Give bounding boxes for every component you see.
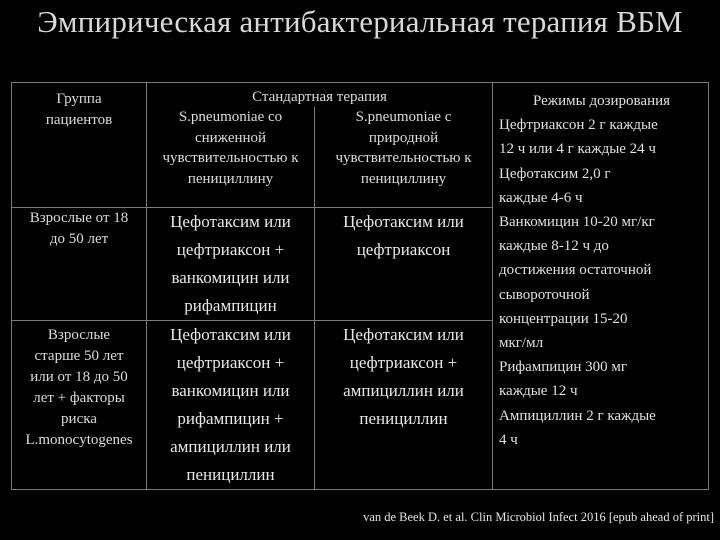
group-line: лет + факторы <box>33 389 125 406</box>
dosing-line: Ванкомицин 10-20 мг/кг <box>499 214 655 231</box>
standard-therapy-header <box>147 83 493 108</box>
natural-header-line: S.pneumoniae с <box>355 109 452 125</box>
therapy-line: цефтриаксон <box>356 239 451 259</box>
dosing-line: Рифампицин 300 мг <box>499 359 628 376</box>
group-header-line: Группа <box>56 91 102 107</box>
therapy-line: Цефотаксим или <box>343 211 464 231</box>
dosing-line: сывороточной <box>499 286 590 303</box>
dosing-line: каждые 4-6 ч <box>499 189 583 206</box>
dosing-line: каждые 8-12 ч до <box>499 238 609 255</box>
dosing-line: мкг/мл <box>499 335 544 352</box>
group-line: L.monocytogenes <box>25 431 133 448</box>
dosing-line: 12 ч или 4 г каждые 24 ч <box>499 141 656 158</box>
reduced-therapy-row-1 <box>147 207 315 320</box>
therapy-line: цефтриаксон + <box>176 239 285 259</box>
dosing-line: 4 ч <box>499 431 518 448</box>
group-line: старше 50 лет <box>34 347 124 364</box>
dosing-regimens-cell <box>493 83 709 490</box>
reduced-header-line: сниженной <box>194 129 267 146</box>
natural-therapy-row-2 <box>315 320 493 489</box>
reduced-header-line: чувствительностью к <box>162 150 299 166</box>
group-row-2 <box>12 320 147 489</box>
dosing-line: Цефтриаксон 2 г каждые <box>499 117 658 134</box>
group-header-line: пациентов <box>45 112 113 128</box>
therapy-line: Цефотаксим или <box>343 324 464 344</box>
reduced-header-line: пенициллину <box>187 170 274 187</box>
therapy-line: рифампицин <box>184 295 277 315</box>
therapy-line: ампициллин или <box>343 380 464 400</box>
standard-therapy-label: Стандартная терапия <box>252 89 387 105</box>
citation: van de Beek D. et al. Clin Microbiol Infect 2016 [epub ahead of print] <box>363 510 714 524</box>
therapy-line: ванкомицин или <box>171 380 290 400</box>
therapy-line: Цефотаксим или <box>170 211 291 231</box>
group-row-1 <box>12 207 147 320</box>
therapy-line: ванкомицин или <box>171 267 290 287</box>
group-line: Взрослые от 18 <box>29 209 129 226</box>
therapy-line: пенициллин <box>186 464 275 484</box>
natural-header-line: чувствительностью к <box>335 150 472 166</box>
group-line: Взрослые <box>47 326 111 343</box>
reduced-therapy-row-2 <box>147 320 315 489</box>
dosing-line: концентрации 15-20 <box>499 310 628 327</box>
therapy-line: цефтриаксон + <box>349 352 458 372</box>
natural-header-line: пенициллину <box>360 170 447 187</box>
natural-therapy-row-1 <box>315 207 493 320</box>
dosing-header: Режимы дозирования <box>532 93 671 109</box>
group-line: риска <box>61 410 97 427</box>
group-line: до 50 лет <box>49 230 109 247</box>
therapy-line: рифампицин + <box>177 408 284 428</box>
dosing-line: Цефотаксим 2,0 г <box>499 165 611 182</box>
natural-sensitivity-header <box>315 107 493 207</box>
group-line: или от 18 до 50 <box>30 368 128 385</box>
therapy-line: ампициллин или <box>170 436 291 456</box>
group-header-cell <box>12 83 147 208</box>
therapy-line: цефтриаксон + <box>176 352 285 372</box>
slide-title: Эмпирическая антибактериальная терапия ВБМ <box>37 4 683 39</box>
therapy-line: пенициллин <box>359 408 448 428</box>
dosing-line: достижения остаточной <box>499 262 652 279</box>
dosing-line: каждые 12 ч <box>499 383 578 400</box>
dosing-line: Ампициллин 2 г каждые <box>499 407 656 424</box>
therapy-line: Цефотаксим или <box>170 324 291 344</box>
reduced-header-line: S.pneumoniae со <box>178 109 283 125</box>
natural-header-line: природной <box>368 129 439 146</box>
therapy-table <box>11 82 709 490</box>
reduced-sensitivity-header <box>147 107 315 207</box>
